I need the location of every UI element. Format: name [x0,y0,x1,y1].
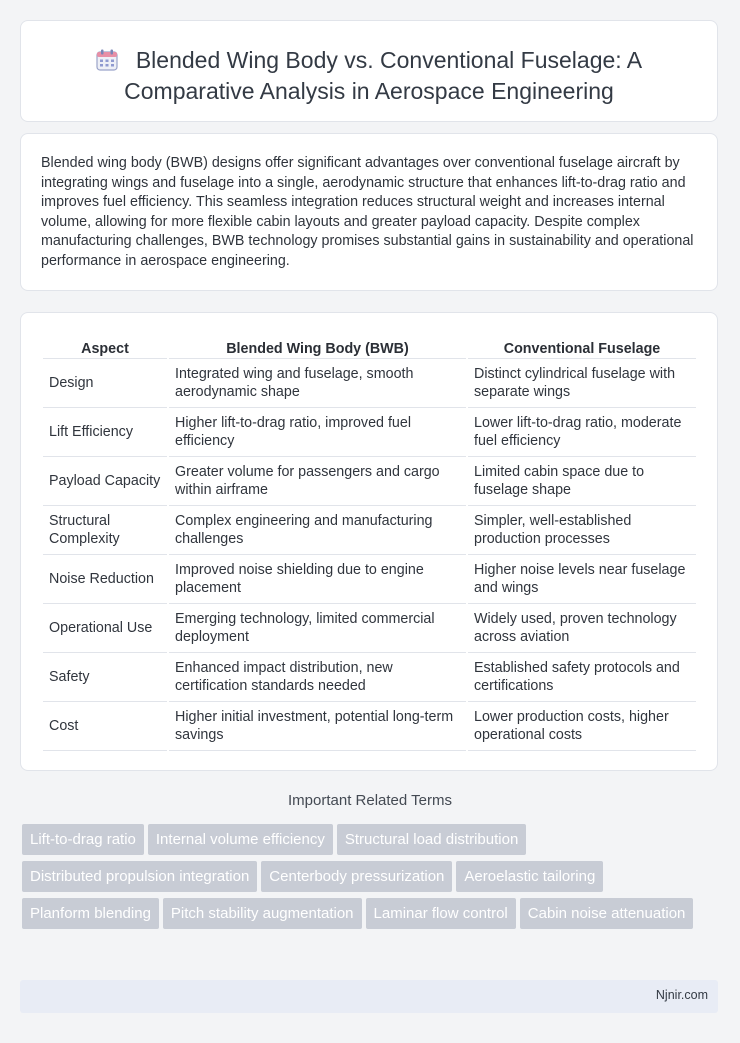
cell-conventional: Simpler, well-established production processes [468,506,696,555]
cell-aspect: Operational Use [43,604,167,653]
table-row [43,408,696,457]
cell-bwb: Integrated wing and fuselage, smooth aerodynamic shape [169,359,466,408]
related-term-tag[interactable]: Cabin noise attenuation [520,898,694,929]
cell-conventional: Established safety protocols and certifications [468,653,696,702]
comparison-card [20,312,718,771]
cell-conventional: Higher noise levels near fuselage and wings [468,555,696,604]
footer-site-link[interactable]: Njnir.com [655,988,708,1002]
comparison-table [41,335,698,751]
page-title [21,46,717,105]
related-term-tag[interactable]: Planform blending [22,898,159,929]
intro-paragraph: Blended wing body (BWB) designs offer significant advantages over conventional fuselage aircraft by integrating wings and fuselage into a single, aerodynamic structure that enhances lift-to-drag ratio and improves fuel efficiency. This seamless integration reduces structural weight and increases internal volume, allowing for more flexible cabin layouts and greater payload capacity. Despite complex manufacturing challenges, BWB technology promises substantial gains in sustainability and operational performance in aerospace engineering. [41,155,694,269]
table-row [43,702,696,751]
related-term-tag[interactable]: Pitch stability augmentation [163,898,362,929]
related-terms-title: Important Related Terms [288,792,452,809]
cell-bwb: Emerging technology, limited commercial deployment [169,604,466,653]
cell-bwb: Improved noise shielding due to engine placement [169,555,466,604]
footer [20,980,718,1013]
table-row [43,604,696,653]
cell-bwb: Greater volume for passengers and cargo within airframe [169,457,466,506]
cell-bwb: Higher lift-to-drag ratio, improved fuel efficiency [169,408,466,457]
header-bwb: Blended Wing Body (BWB) [169,335,466,359]
related-term-tag[interactable]: Distributed propulsion integration [22,861,257,892]
related-term-tag[interactable]: Laminar flow control [366,898,516,929]
cell-bwb: Enhanced impact distribution, new certification standards needed [169,653,466,702]
cell-aspect: Cost [43,702,167,751]
cell-aspect: Lift Efficiency [43,408,167,457]
page-title-text: Blended Wing Body vs. Conventional Fuselage: A Comparative Analysis in Aerospace Engineering [124,47,643,104]
intro-card [20,133,718,291]
cell-bwb: Higher initial investment, potential long-term savings [169,702,466,751]
table-row [43,653,696,702]
cell-conventional: Lower production costs, higher operational costs [468,702,696,751]
cell-aspect: Structural Complexity [43,506,167,555]
table-row [43,457,696,506]
cell-conventional: Limited cabin space due to fuselage shape [468,457,696,506]
table-row [43,555,696,604]
table-row [43,506,696,555]
cell-conventional: Distinct cylindrical fuselage with separate wings [468,359,696,408]
related-terms-list [22,824,722,935]
related-term-tag[interactable]: Aeroelastic tailoring [456,861,603,892]
cell-conventional: Lower lift-to-drag ratio, moderate fuel efficiency [468,408,696,457]
cell-aspect: Payload Capacity [43,457,167,506]
cell-aspect: Safety [43,653,167,702]
related-term-tag[interactable]: Lift-to-drag ratio [22,824,144,855]
header-aspect: Aspect [43,335,167,359]
cell-aspect: Noise Reduction [43,555,167,604]
table-row [43,359,696,408]
cell-bwb: Complex engineering and manufacturing challenges [169,506,466,555]
related-term-tag[interactable]: Structural load distribution [337,824,526,855]
header-conventional: Conventional Fuselage [468,335,696,359]
calendar-icon [96,49,118,77]
cell-aspect: Design [43,359,167,408]
related-term-tag[interactable]: Internal volume efficiency [148,824,333,855]
title-card [20,20,718,122]
related-term-tag[interactable]: Centerbody pressurization [261,861,452,892]
cell-conventional: Widely used, proven technology across aviation [468,604,696,653]
table-header-row [43,335,696,359]
